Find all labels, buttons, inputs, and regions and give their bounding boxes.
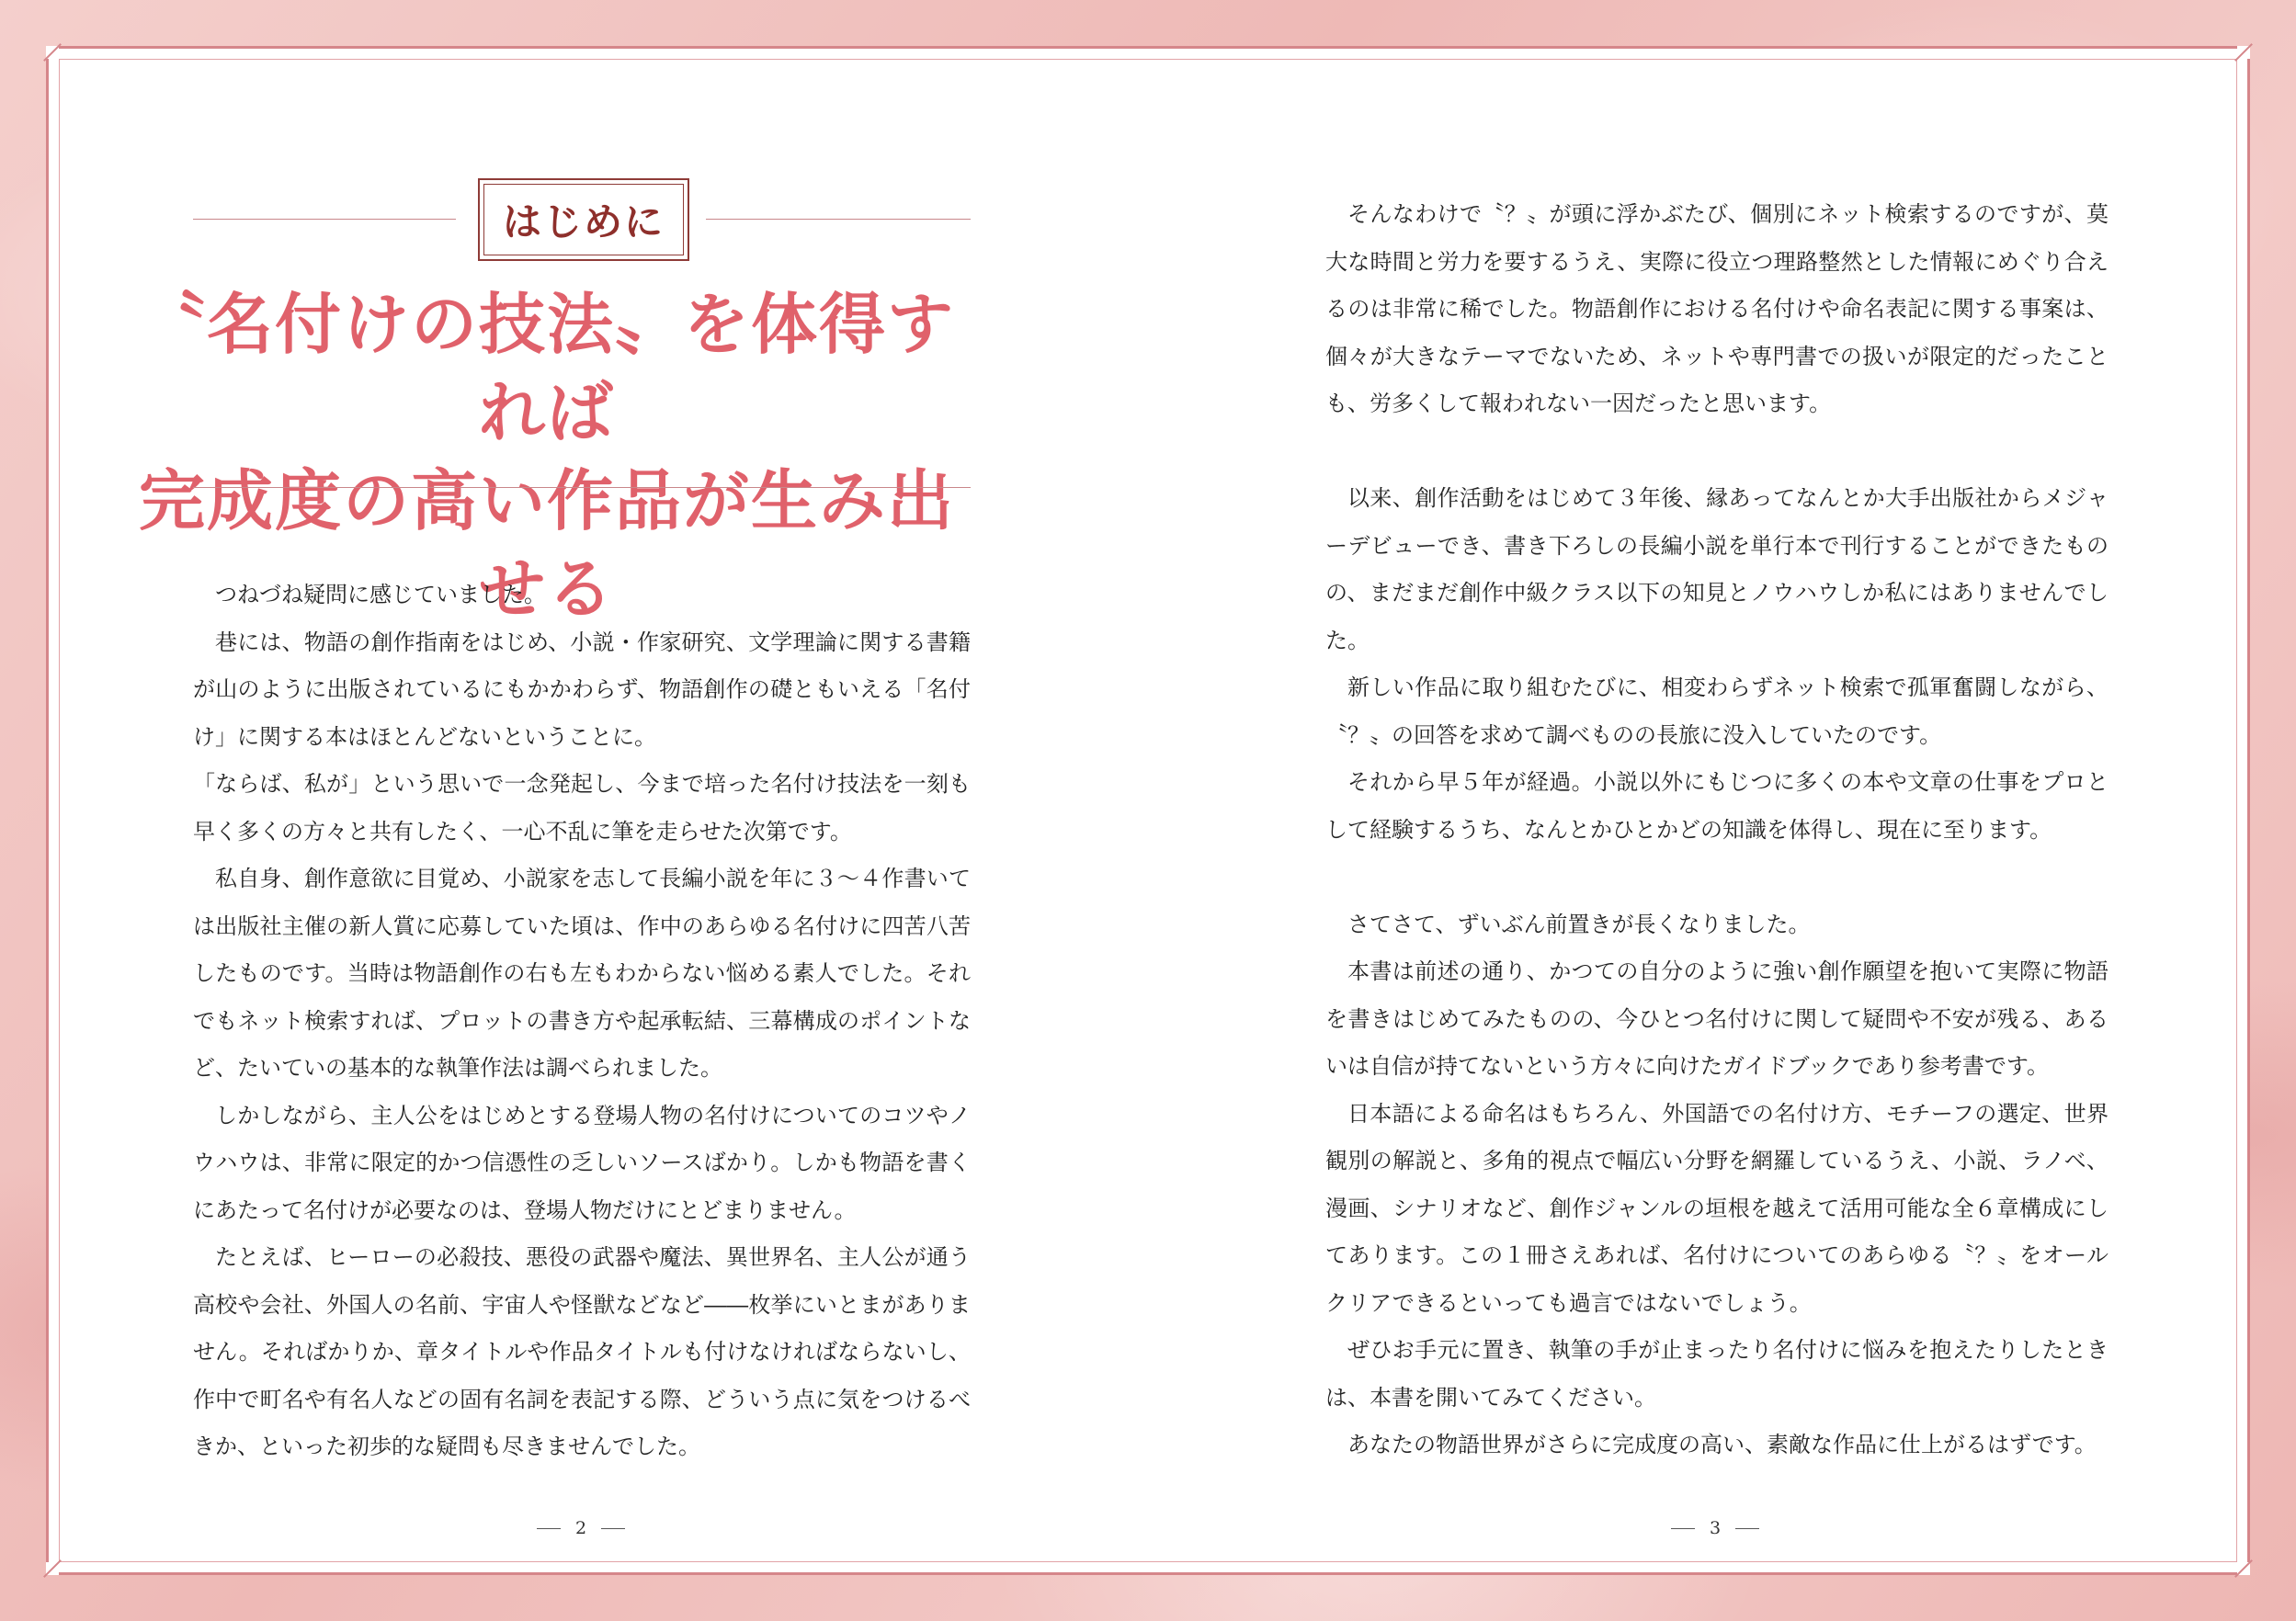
title-underline	[193, 487, 971, 488]
paragraph: 巷には、物語の創作指南をはじめ、小説・作家研究、文学理論に関する書籍が山のように出版されているにもかかわらず、物語創作の礎ともいえる「名付け」に関する本はほとんどないということに。	[193, 629, 971, 750]
page-number-right	[1642, 1518, 1789, 1538]
paragraph: 以来、創作活動をはじめて３年後、縁あってなんとか大手出版社からメジャーデビューでき、書き下ろしの長編小説を単行本で刊行することができたものの、まだまだ創作中級クラス以下の知見とノウハウしか私にはありませんでした。	[1325, 485, 2108, 653]
title-line-2: 完成度の高い作品が生み出せる	[138, 461, 955, 628]
page-number-text: 2	[574, 1518, 587, 1538]
paragraph: 本書は前述の通り、かつての自分のように強い創作願望を抱いて実際に物語を書きはじめてみたものの、今ひとつ名付けに関して疑問や不安が残る、あるいは自信が持てないという方々に向けたガイドブックであり参考書です。	[1325, 958, 2108, 1079]
paragraph: 新しい作品に取り組むたびに、相変わらずネット検索で孤軍奮闘しながら、〝？〟の回答を求めて調べものの長旅に没入していたのです。	[1325, 674, 2108, 748]
paragraph: たとえば、ヒーローの必殺技、悪役の武器や魔法、異世界名、主人公が通う高校や会社、外国人の名前、宇宙人や怪獣などなど――枚挙にいとまがありません。そればかりか、章タイトルや作品タイトルも付けなければならないし、作中で町名や有名人などの固有名詞を表記する際、どういう点に気をつけるべきか、といった初歩的な疑問も尽きませんでした。	[193, 1244, 971, 1459]
paragraph: 日本語による命名はもちろん、外国語での名付け方、モチーフの選定、世界観別の解説と、多角的視点で幅広い分野を網羅しているうえ、小説、ラノベ、漫画、シナリオなど、創作ジャンルの垣根を越えて活用可能な全６章構成にしてあります。この１冊さえあれば、名付けについてのあらゆる〝？〟をオールクリアできるといっても過言ではないでしょう。	[1325, 1100, 2108, 1316]
dash-ornament	[601, 1528, 625, 1529]
heading-rule-right	[706, 219, 971, 220]
corner-ornament	[2237, 46, 2250, 59]
dash-ornament	[537, 1528, 561, 1529]
dash-ornament	[1735, 1528, 1759, 1529]
paragraph: さてさて、ずいぶん前置きが長くなりました。	[1347, 911, 1811, 937]
page-number-text: 3	[1709, 1518, 1722, 1538]
paragraph: あなたの物語世界がさらに完成度の高い、素敵な作品に仕上がるはずです。	[1347, 1432, 2097, 1457]
heading-rule-left	[193, 219, 456, 220]
paragraph: 「ならば、私が」という思いで一念発起し、今まで培った名付け技法を一刻も早く多くの方々と共有したく、一心不乱に筆を走らせた次第です。	[193, 771, 971, 845]
paragraph: 私自身、創作意欲に目覚め、小説家を志して長編小説を年に３～４作書いては出版社主催の新人賞に応募していた頃は、作中のあらゆる名付けに四苦八苦したものです。当時は物語創作の右も左もわからない悩める素人でした。それでもネット検索すれば、プロットの書き方や起承転結、三幕構成のポイントなど、たいていの基本的な執筆作法は調べられました。	[193, 866, 971, 1081]
page-number-left	[507, 1518, 654, 1538]
paragraph: つねづね疑問に感じていました。	[215, 582, 546, 607]
paragraph: それから早５年が経過。小説以外にもじつに多くの本や文章の仕事をプロとして経験するうち、なんとかひとかどの知識を体得し、現在に至ります。	[1325, 769, 2108, 843]
corner-ornament	[46, 46, 59, 59]
section-label: はじめに	[483, 184, 684, 255]
paragraph: ぜひお手元に置き、執筆の手が止まったり名付けに悩みを抱えたりしたときは、本書を開いてみてください。	[1325, 1337, 2108, 1411]
paragraph: しかしながら、主人公をはじめとする登場人物の名付けについてのコツやノウハウは、非常に限定的かつ信憑性の乏しいソースばかり。しかも物語を書くにあたって名付けが必要なのは、登場人物だけにとどまりません。	[193, 1102, 971, 1223]
right-page-body	[1325, 191, 2108, 1469]
dash-ornament	[1671, 1528, 1695, 1529]
left-page-body	[193, 572, 971, 1471]
corner-ornament	[2237, 1562, 2250, 1575]
corner-ornament	[46, 1562, 59, 1575]
section-label-box	[478, 178, 689, 261]
title-line-1: 〝名付けの技法〟を体得すれば	[138, 285, 955, 451]
paragraph: そんなわけで〝？〟が頭に浮かぶたび、個別にネット検索するのですが、莫大な時間と労力を要するうえ、実際に役立つ理路整然とした情報にめぐり合えるのは非常に稀でした。物語創作における名付けや命名表記に関する事案は、個々が大きなテーマでないため、ネットや専門書での扱いが限定的だったことも、労多くして報われない一因だったと思います。	[1325, 201, 2108, 416]
